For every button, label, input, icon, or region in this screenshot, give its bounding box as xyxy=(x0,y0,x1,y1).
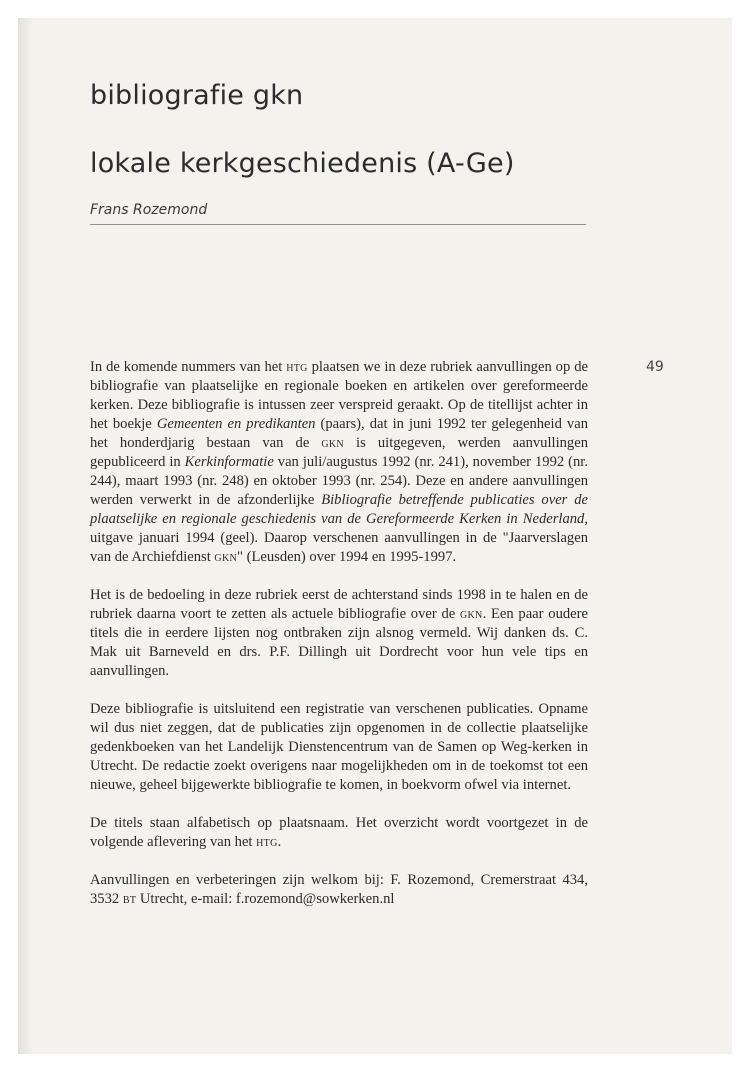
article-author: Frans Rozemond xyxy=(90,202,208,218)
page-number: 49 xyxy=(646,359,664,375)
paragraph-intent: Het is de bedoeling in deze rubriek eerst de achterstand sinds 1998 in te halen en de rubriek daarna voort te zetten als actuele bibliografie over de gkn. Een paar oudere titels die in eerdere lijsten nog ontbraken zijn alsnog vermeld. Wij danken ds. C. Mak uit Barneveld en drs. P.F. Dillingh uit Dordrecht voor hun vele tips en aanvullingen. xyxy=(90,587,588,679)
title-rule xyxy=(90,224,586,225)
paragraph-registration: Deze bibliografie is uitsluitend een registratie van verschenen publicaties. Opname wil dus niet zeggen, dat de publicaties zijn opgenomen in de collectie plaatselijke gedenkboeken van het Landelijk Dienstencentrum van de Samen op Weg-kerken in Utrecht. De redactie zoekt overigens naar mogelijkheden om in de toekomst tot een nieuwe, geheel bijgewerkte bibliografie te komen, in boekvorm ofwel via internet. xyxy=(90,701,588,793)
page-gutter xyxy=(18,18,32,1054)
series-heading: bibliografie gkn xyxy=(90,80,304,111)
paragraph-order: De titels staan alfabetisch op plaatsnaam. Het overzicht wordt voortgezet in de volgende aflevering van het htg. xyxy=(90,815,588,850)
article-title: lokale kerkgeschiedenis (A-Ge) xyxy=(90,148,515,179)
paragraph-intro: In de komende nummers van het htg plaatsen we in deze rubriek aanvullingen op de bibliografie van plaatselijke en regionale boeken en artikelen over gereformeerde kerken. Deze bibliografie is intussen zeer verspreid geraakt. Op de titellijst achter in het boekje Gemeenten en predikanten (paars), dat in juni 1992 ter gelegenheid van het honderdjarig bestaan van de gkn is uitgegeven, werden aanvullingen gepubliceerd in Kerkinformatie van juli/augustus 1992 (nr. 241), november 1992 (nr. 244), maart 1993 (nr. 248) en oktober 1993 (nr. 254). Deze en andere aanvullingen werden verwerkt in de afzonderlijke Bibliografie betreffende publicaties over de plaatselijke en regionale geschiedenis van de Gereformeerde Kerken in Nederland, uitgave januari 1994 (geel). Daarop verschenen aanvullingen in de "Jaarverslagen van de Archiefdienst gkn" (Leusden) over 1994 en 1995-1997. xyxy=(90,359,589,565)
paragraph-contact: Aanvullingen en verbeteringen zijn welkom bij: F. Rozemond, Cremerstraat 434, 3532 bt Utrecht, e-mail: f.rozemond@sowkerken.nl xyxy=(90,872,588,907)
article-body xyxy=(90,358,588,928)
